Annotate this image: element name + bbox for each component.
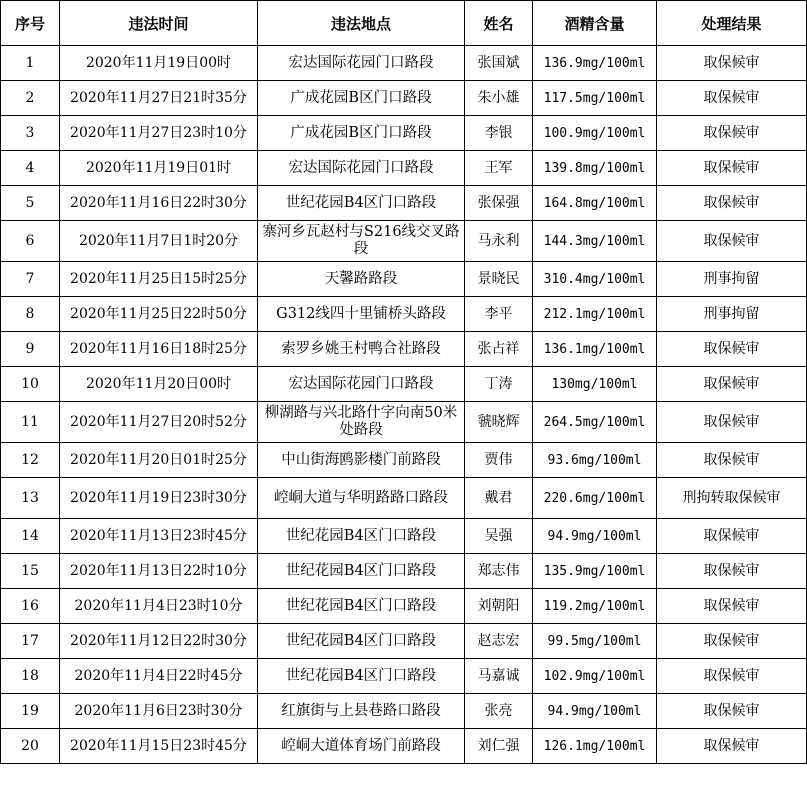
cell-name: 吴强 <box>465 519 533 554</box>
cell-result: 取保候审 <box>657 694 807 729</box>
table-row <box>1 554 807 589</box>
cell-name: 赵志宏 <box>465 624 533 659</box>
cell-name: 朱小雄 <box>465 81 533 116</box>
cell-no: 1 <box>1 46 60 81</box>
table-row <box>1 221 807 262</box>
cell-alcohol: 144.3mg/100ml <box>533 221 657 262</box>
cell-name: 王军 <box>465 151 533 186</box>
cell-place: 世纪花园B4区门口路段 <box>258 624 465 659</box>
cell-no: 7 <box>1 262 60 297</box>
cell-no: 5 <box>1 186 60 221</box>
cell-no: 11 <box>1 402 60 443</box>
cell-name: 马永利 <box>465 221 533 262</box>
cell-place: 世纪花园B4区门口路段 <box>258 554 465 589</box>
header-time: 违法时间 <box>60 1 258 46</box>
cell-alcohol: 220.6mg/100ml <box>533 478 657 519</box>
cell-result: 取保候审 <box>657 729 807 764</box>
cell-place: 天馨路路段 <box>258 262 465 297</box>
table-row <box>1 659 807 694</box>
cell-time: 2020年11月25日15时25分 <box>60 262 258 297</box>
cell-no: 18 <box>1 659 60 694</box>
cell-no: 6 <box>1 221 60 262</box>
cell-time: 2020年11月12日22时30分 <box>60 624 258 659</box>
header-place: 违法地点 <box>258 1 465 46</box>
table-row <box>1 402 807 443</box>
cell-alcohol: 264.5mg/100ml <box>533 402 657 443</box>
cell-alcohol: 99.5mg/100ml <box>533 624 657 659</box>
cell-alcohol: 126.1mg/100ml <box>533 729 657 764</box>
cell-place: 索罗乡姚王村鸭合社路段 <box>258 332 465 367</box>
cell-no: 17 <box>1 624 60 659</box>
cell-time: 2020年11月7日1时20分 <box>60 221 258 262</box>
cell-alcohol: 94.9mg/100ml <box>533 694 657 729</box>
cell-no: 14 <box>1 519 60 554</box>
cell-name: 戴君 <box>465 478 533 519</box>
cell-alcohol: 119.2mg/100ml <box>533 589 657 624</box>
cell-place: 世纪花园B4区门口路段 <box>258 519 465 554</box>
table-row <box>1 519 807 554</box>
cell-place: 世纪花园B4区门口路段 <box>258 186 465 221</box>
cell-place: 红旗街与上县巷路口路段 <box>258 694 465 729</box>
cell-time: 2020年11月4日23时10分 <box>60 589 258 624</box>
cell-time: 2020年11月25日22时50分 <box>60 297 258 332</box>
cell-no: 16 <box>1 589 60 624</box>
cell-name: 虢晓辉 <box>465 402 533 443</box>
cell-result: 取保候审 <box>657 402 807 443</box>
cell-no: 13 <box>1 478 60 519</box>
cell-place: 宏达国际花园门口路段 <box>258 151 465 186</box>
cell-time: 2020年11月4日22时45分 <box>60 659 258 694</box>
table-row <box>1 624 807 659</box>
header-alcohol: 酒精含量 <box>533 1 657 46</box>
cell-result: 取保候审 <box>657 116 807 151</box>
cell-name: 贾伟 <box>465 443 533 478</box>
table-body <box>1 46 807 764</box>
cell-time: 2020年11月15日23时45分 <box>60 729 258 764</box>
cell-place: 寨河乡瓦赵村与S216线交叉路段 <box>258 221 465 262</box>
cell-time: 2020年11月13日22时10分 <box>60 554 258 589</box>
cell-name: 景晓民 <box>465 262 533 297</box>
cell-result: 取保候审 <box>657 46 807 81</box>
cell-alcohol: 136.1mg/100ml <box>533 332 657 367</box>
cell-alcohol: 310.4mg/100ml <box>533 262 657 297</box>
cell-name: 张保强 <box>465 186 533 221</box>
cell-time: 2020年11月19日23时30分 <box>60 478 258 519</box>
cell-no: 4 <box>1 151 60 186</box>
cell-name: 刘朝阳 <box>465 589 533 624</box>
cell-result: 取保候审 <box>657 624 807 659</box>
cell-name: 李银 <box>465 116 533 151</box>
table-row <box>1 367 807 402</box>
table-row <box>1 332 807 367</box>
cell-result: 取保候审 <box>657 332 807 367</box>
cell-place: 宏达国际花园门口路段 <box>258 46 465 81</box>
cell-time: 2020年11月16日18时25分 <box>60 332 258 367</box>
cell-result: 刑拘转取保候审 <box>657 478 807 519</box>
table-row <box>1 186 807 221</box>
cell-name: 张国斌 <box>465 46 533 81</box>
cell-result: 取保候审 <box>657 221 807 262</box>
cell-result: 取保候审 <box>657 443 807 478</box>
cell-place: 世纪花园B4区门口路段 <box>258 589 465 624</box>
cell-alcohol: 136.9mg/100ml <box>533 46 657 81</box>
cell-no: 9 <box>1 332 60 367</box>
table-row <box>1 443 807 478</box>
header-result: 处理结果 <box>657 1 807 46</box>
table-row <box>1 589 807 624</box>
cell-time: 2020年11月16日22时30分 <box>60 186 258 221</box>
cell-result: 取保候审 <box>657 554 807 589</box>
table-row <box>1 297 807 332</box>
cell-result: 取保候审 <box>657 519 807 554</box>
cell-no: 20 <box>1 729 60 764</box>
cell-time: 2020年11月27日20时52分 <box>60 402 258 443</box>
cell-result: 取保候审 <box>657 367 807 402</box>
cell-alcohol: 93.6mg/100ml <box>533 443 657 478</box>
cell-place: 宏达国际花园门口路段 <box>258 367 465 402</box>
cell-time: 2020年11月19日01时 <box>60 151 258 186</box>
cell-result: 取保候审 <box>657 81 807 116</box>
cell-alcohol: 164.8mg/100ml <box>533 186 657 221</box>
cell-time: 2020年11月20日00时 <box>60 367 258 402</box>
header-no: 序号 <box>1 1 60 46</box>
cell-no: 3 <box>1 116 60 151</box>
cell-no: 10 <box>1 367 60 402</box>
cell-place: 崆峒大道体育场门前路段 <box>258 729 465 764</box>
cell-result: 取保候审 <box>657 186 807 221</box>
cell-no: 2 <box>1 81 60 116</box>
cell-result: 刑事拘留 <box>657 297 807 332</box>
cell-place: 广成花园B区门口路段 <box>258 116 465 151</box>
cell-no: 12 <box>1 443 60 478</box>
cell-time: 2020年11月27日21时35分 <box>60 81 258 116</box>
cell-name: 郑志伟 <box>465 554 533 589</box>
cell-name: 张亮 <box>465 694 533 729</box>
cell-no: 19 <box>1 694 60 729</box>
cell-time: 2020年11月19日00时 <box>60 46 258 81</box>
header-name: 姓名 <box>465 1 533 46</box>
table-row <box>1 729 807 764</box>
table-row <box>1 694 807 729</box>
cell-place: 崆峒大道与华明路路口路段 <box>258 478 465 519</box>
table-row <box>1 116 807 151</box>
cell-result: 取保候审 <box>657 659 807 694</box>
cell-no: 8 <box>1 297 60 332</box>
cell-place: 中山街海鸥影楼门前路段 <box>258 443 465 478</box>
cell-result: 取保候审 <box>657 589 807 624</box>
cell-name: 马嘉诚 <box>465 659 533 694</box>
table-row <box>1 478 807 519</box>
cell-result: 取保候审 <box>657 151 807 186</box>
table-row <box>1 262 807 297</box>
cell-name: 刘仁强 <box>465 729 533 764</box>
table-row <box>1 81 807 116</box>
cell-alcohol: 212.1mg/100ml <box>533 297 657 332</box>
cell-time: 2020年11月13日23时45分 <box>60 519 258 554</box>
cell-alcohol: 100.9mg/100ml <box>533 116 657 151</box>
cell-no: 15 <box>1 554 60 589</box>
cell-alcohol: 102.9mg/100ml <box>533 659 657 694</box>
cell-name: 李平 <box>465 297 533 332</box>
cell-result: 刑事拘留 <box>657 262 807 297</box>
cell-alcohol: 130mg/100ml <box>533 367 657 402</box>
cell-name: 丁涛 <box>465 367 533 402</box>
cell-alcohol: 135.9mg/100ml <box>533 554 657 589</box>
cell-place: 广成花园B区门口路段 <box>258 81 465 116</box>
cell-place: G312线四十里铺桥头路段 <box>258 297 465 332</box>
cell-alcohol: 139.8mg/100ml <box>533 151 657 186</box>
cell-time: 2020年11月6日23时30分 <box>60 694 258 729</box>
cell-alcohol: 117.5mg/100ml <box>533 81 657 116</box>
cell-name: 张占祥 <box>465 332 533 367</box>
cell-place: 世纪花园B4区门口路段 <box>258 659 465 694</box>
header-row <box>1 1 807 46</box>
cell-alcohol: 94.9mg/100ml <box>533 519 657 554</box>
cell-time: 2020年11月20日01时25分 <box>60 443 258 478</box>
cell-time: 2020年11月27日23时10分 <box>60 116 258 151</box>
table-row <box>1 46 807 81</box>
cell-place: 柳湖路与兴北路什字向南50米处路段 <box>258 402 465 443</box>
table-row <box>1 151 807 186</box>
